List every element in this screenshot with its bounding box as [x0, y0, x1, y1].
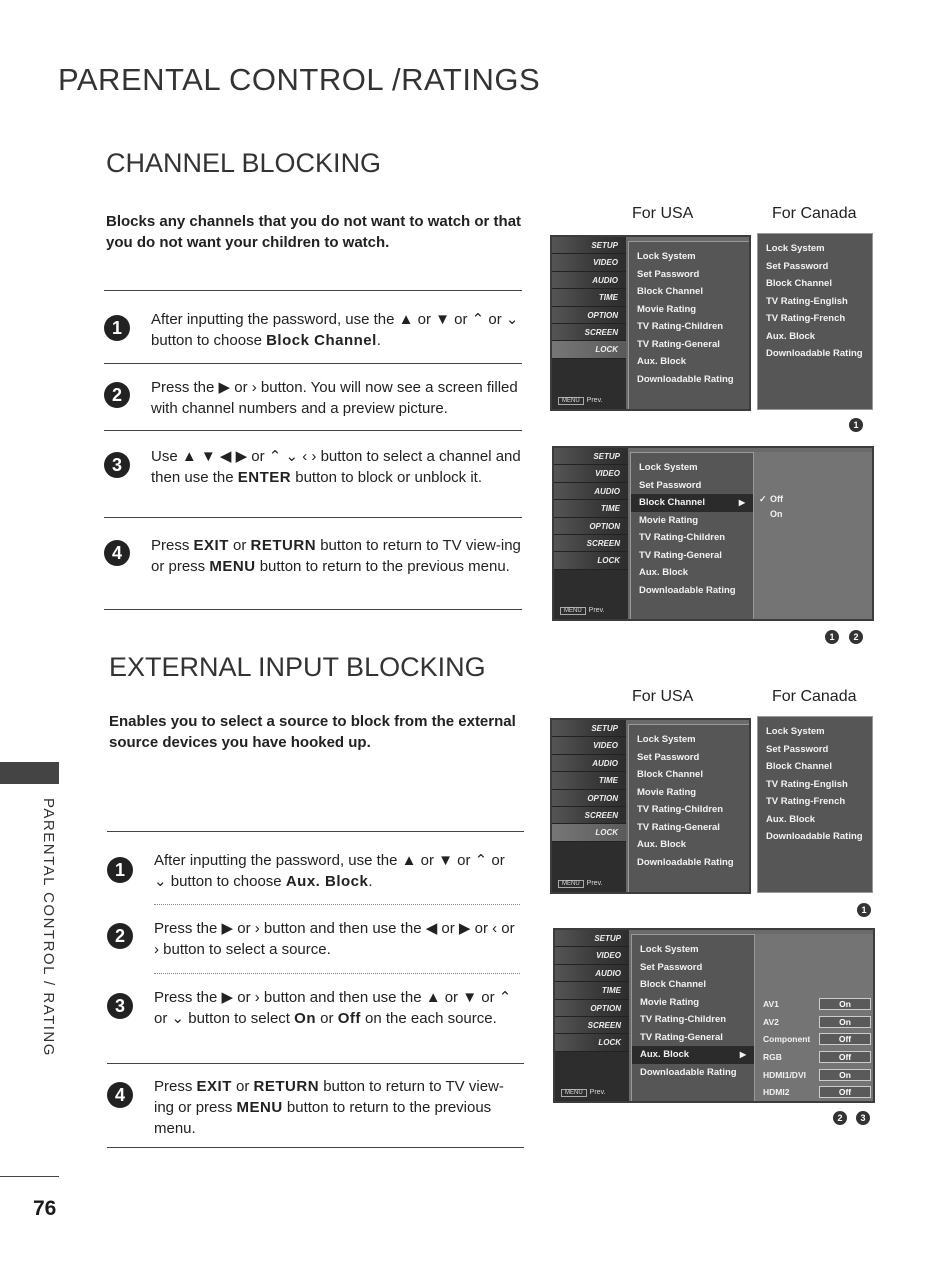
menu-item: Block Channel — [637, 769, 703, 780]
menu-item: Aux. Block — [639, 567, 689, 578]
tv-menu-canada — [757, 716, 873, 893]
source-value: Off — [819, 1086, 871, 1098]
step-keyword: On — [294, 1010, 316, 1027]
callout-1: 1 — [849, 418, 863, 432]
step-text: button to return to the previous menu. — [154, 1099, 492, 1137]
step-text: . — [368, 873, 373, 890]
menu-item-label: Aux. Block — [640, 1049, 690, 1060]
aux-step-3 — [154, 987, 520, 1029]
step-number: 1 — [107, 857, 133, 883]
source-name: AV1 — [763, 999, 779, 1009]
option-icon: OPTION — [554, 518, 628, 535]
source-value: Off — [819, 1051, 871, 1063]
callout-1: 1 — [857, 903, 871, 917]
step-number: 2 — [107, 923, 133, 949]
step-number: 4 — [107, 1082, 133, 1108]
for-canada-label: For Canada — [772, 688, 857, 705]
menu-item: Aux. Block — [766, 330, 816, 342]
menu-item: Set Password — [639, 479, 702, 491]
step-number: 3 — [107, 993, 133, 1019]
menu-item: Block Channel — [766, 761, 832, 772]
step-text: Press the ▶ or › button and then use the ▲ or ▼ or ⌃ or ⌄ button to select — [154, 989, 512, 1027]
screen-icon: SCREEN — [552, 324, 626, 341]
option-label: On — [770, 509, 783, 519]
step-keyword: Off — [337, 1010, 361, 1027]
time-icon: TIME — [554, 500, 628, 517]
step-text: button to block or unblock it. — [291, 469, 483, 486]
step-text: . — [376, 332, 381, 349]
menu-item: Set Password — [637, 268, 700, 280]
source-name: RGB — [763, 1052, 782, 1062]
menu-item-label: Block Channel — [639, 497, 705, 508]
lock-icon: LOCK — [555, 1034, 629, 1051]
setup-icon: SETUP — [554, 448, 628, 465]
source-name: HDMI2 — [763, 1087, 790, 1097]
menu-item: TV Rating-Children — [640, 1014, 727, 1025]
video-icon: VIDEO — [552, 737, 626, 754]
divider — [104, 363, 522, 364]
step-keyword: Block Channel — [266, 332, 377, 349]
menu-item: Downloadable Rating — [637, 373, 734, 385]
step-text: After inputting the password, use the ▲ or ▼ or ⌃ or ⌄ button to choose — [154, 852, 505, 890]
menu-item: Lock System — [639, 462, 698, 473]
tv-menu-screen-usa — [550, 718, 751, 894]
step-keyword: MENU — [236, 1099, 283, 1116]
divider — [104, 430, 522, 431]
menu-key-icon: MENU — [560, 607, 586, 615]
menu-item: Lock System — [637, 251, 696, 262]
lock-menu — [631, 934, 754, 1101]
setup-icon: SETUP — [552, 237, 626, 254]
callout-3: 3 — [856, 1111, 870, 1125]
audio-icon: AUDIO — [554, 483, 628, 500]
aux-sources-panel — [754, 934, 873, 1101]
menu-item: Set Password — [766, 743, 829, 755]
callout-2: 2 — [849, 630, 863, 644]
arrow-right-icon: ▶ — [738, 498, 745, 507]
option-label: Off — [770, 494, 783, 504]
source-name: HDMI1/DVI — [763, 1070, 806, 1080]
menu-item: Downloadable Rating — [766, 831, 863, 842]
menu-item: TV Rating-English — [766, 778, 848, 790]
screen-icon: SCREEN — [552, 807, 626, 824]
channel-step-3 — [151, 446, 521, 488]
source-row — [763, 996, 875, 1014]
video-icon: VIDEO — [554, 465, 628, 482]
menu-item: TV Rating-English — [766, 295, 848, 307]
source-row — [763, 1084, 875, 1102]
external-input-title: EXTERNAL INPUT BLOCKING — [109, 652, 486, 682]
menu-item: Lock System — [637, 734, 696, 745]
menu-item: Movie Rating — [637, 786, 697, 798]
source-row — [763, 1031, 875, 1049]
menu-item: Aux. Block — [766, 813, 816, 825]
lock-menu — [628, 724, 749, 892]
callout-2: 2 — [833, 1111, 847, 1125]
tv-menu-screen-aux-block — [553, 928, 875, 1103]
page-number: 76 — [33, 1197, 57, 1220]
source-value: Off — [819, 1033, 871, 1045]
source-value: On — [819, 1016, 871, 1028]
option-off — [754, 492, 872, 507]
option-icon: OPTION — [552, 307, 626, 324]
tv-icon-column — [552, 237, 626, 409]
lock-menu — [628, 241, 749, 409]
menu-item: TV Rating-General — [637, 338, 720, 350]
prev-label: Prev. — [586, 880, 603, 887]
option-icon: OPTION — [555, 1000, 629, 1017]
divider — [107, 831, 524, 832]
menu-item: Downloadable Rating — [637, 856, 734, 868]
arrow-right-icon: ▶ — [739, 1050, 746, 1059]
step-text: or — [228, 537, 251, 554]
divider — [104, 290, 522, 291]
menu-item: TV Rating-French — [766, 796, 846, 807]
menu-item: Downloadable Rating — [639, 584, 736, 596]
menu-item-selected — [631, 494, 753, 512]
dotted-divider — [154, 904, 520, 905]
audio-icon: AUDIO — [552, 755, 626, 772]
menu-item: TV Rating-General — [637, 821, 720, 833]
divider — [107, 1147, 524, 1148]
aux-step-2 — [154, 918, 520, 960]
footer-rule — [0, 1176, 59, 1177]
side-tab-marker — [0, 762, 59, 784]
time-icon: TIME — [552, 289, 626, 306]
channel-step-2 — [151, 377, 521, 419]
menu-item: Aux. Block — [637, 356, 687, 367]
step-keyword: EXIT — [196, 1078, 232, 1095]
lock-menu — [630, 452, 753, 619]
step-text: Use ▲ ▼ ◀ ▶ or ⌃ ⌄ ‹ › button to select a channel and then use the — [151, 448, 521, 486]
step-text: Press — [151, 537, 194, 554]
step-number: 1 — [104, 315, 130, 341]
menu-item: Lock System — [766, 243, 825, 254]
source-name: AV2 — [763, 1017, 779, 1027]
menu-item: Movie Rating — [637, 303, 697, 315]
lock-icon: LOCK — [552, 341, 626, 358]
step-text: After inputting the password, use the ▲ or ▼ or ⌃ or ⌄ button to choose — [151, 311, 519, 349]
aux-step-1 — [154, 850, 520, 892]
step-keyword: Aux. Block — [285, 873, 369, 890]
divider — [104, 609, 522, 610]
page-title: PARENTAL CONTROL /RATINGS — [58, 62, 541, 97]
step-keyword: ENTER — [237, 469, 292, 486]
channel-step-1 — [151, 309, 521, 351]
source-row — [763, 1014, 875, 1032]
menu-item: Movie Rating — [639, 514, 699, 526]
tv-menu-canada — [757, 233, 873, 410]
lock-icon: LOCK — [554, 552, 628, 569]
step-number: 4 — [104, 540, 130, 566]
setup-icon: SETUP — [555, 930, 629, 947]
menu-item: TV Rating-Children — [637, 804, 724, 815]
tv-icon-column — [554, 448, 628, 619]
menu-item: Set Password — [766, 260, 829, 272]
menu-item: Downloadable Rating — [640, 1066, 737, 1078]
step-number: 2 — [104, 382, 130, 408]
audio-icon: AUDIO — [555, 965, 629, 982]
divider — [107, 1063, 524, 1064]
step-keyword: MENU — [209, 558, 256, 575]
time-icon: TIME — [552, 772, 626, 789]
audio-icon: AUDIO — [552, 272, 626, 289]
menu-item: TV Rating-Children — [639, 532, 726, 543]
step-keyword: EXIT — [193, 537, 229, 554]
option-on — [754, 507, 872, 522]
tv-menu-screen-usa — [550, 235, 751, 411]
source-name: Component — [763, 1034, 811, 1044]
menu-item: Set Password — [640, 961, 703, 973]
callout-1: 1 — [825, 630, 839, 644]
screen-icon: SCREEN — [554, 535, 628, 552]
menu-item: TV Rating-General — [639, 549, 722, 561]
tv-menu-screen-block-channel — [552, 446, 874, 621]
menu-key-icon: MENU — [561, 1089, 587, 1097]
source-row — [763, 1067, 875, 1085]
menu-item-selected — [632, 1046, 754, 1064]
menu-item: Block Channel — [640, 979, 706, 990]
prev-hint — [561, 1089, 606, 1097]
tv-icon-column — [555, 930, 629, 1101]
channel-blocking-title: CHANNEL BLOCKING — [106, 148, 382, 178]
external-input-intro: Enables you to select a source to block from the external source devices you have hooked up. — [109, 713, 516, 751]
lock-icon: LOCK — [552, 824, 626, 841]
menu-item: Downloadable Rating — [766, 348, 863, 359]
screen-icon: SCREEN — [555, 1017, 629, 1034]
step-keyword: RETURN — [253, 1078, 320, 1095]
prev-label: Prev. — [589, 1089, 606, 1096]
menu-item: Movie Rating — [640, 996, 700, 1008]
step-text: or — [316, 1010, 338, 1027]
menu-item: Set Password — [637, 751, 700, 763]
time-icon: TIME — [555, 982, 629, 999]
channel-blocking-intro: Blocks any channels that you do not want to watch or that you do not want your children to watch. — [106, 213, 522, 251]
video-icon: VIDEO — [555, 947, 629, 964]
step-text: or — [231, 1078, 254, 1095]
menu-item: Lock System — [640, 944, 699, 955]
source-value: On — [819, 998, 871, 1010]
step-text: Press the ▶ or › button. You will now see a screen filled with channel numbers and a preview picture. — [151, 379, 518, 417]
dotted-divider — [154, 973, 520, 974]
video-icon: VIDEO — [552, 254, 626, 271]
step-text: on the each source. — [360, 1010, 497, 1027]
menu-item: Block Channel — [766, 278, 832, 289]
for-usa-label: For USA — [632, 688, 694, 705]
step-text: Press the ▶ or › button and then use the ◀ or ▶ or ‹ or › button to select a source. — [154, 920, 515, 958]
menu-key-icon: MENU — [558, 397, 584, 405]
prev-hint — [558, 880, 603, 888]
menu-item: Aux. Block — [637, 839, 687, 850]
step-number: 3 — [104, 452, 130, 478]
menu-item: TV Rating-French — [766, 313, 846, 324]
block-options-panel — [753, 452, 872, 619]
step-text: button to return to TV view-ing or press — [151, 537, 521, 575]
step-text: Press — [154, 1078, 197, 1095]
step-text: button to return to TV view-ing or press — [154, 1078, 504, 1116]
menu-item: Block Channel — [637, 286, 703, 297]
check-icon: ✓ — [759, 494, 767, 504]
menu-key-icon: MENU — [558, 880, 584, 888]
source-value: On — [819, 1069, 871, 1081]
prev-hint — [560, 607, 605, 615]
for-canada-label: For Canada — [772, 205, 857, 222]
divider — [104, 517, 522, 518]
prev-label: Prev. — [588, 607, 605, 614]
aux-step-4 — [154, 1076, 520, 1139]
channel-step-4 — [151, 535, 521, 577]
side-section-label: PARENTAL CONTROL / RATING — [40, 798, 57, 1057]
prev-hint — [558, 397, 603, 405]
menu-item: TV Rating-Children — [637, 321, 724, 332]
step-keyword: RETURN — [250, 537, 317, 554]
menu-item: Lock System — [766, 726, 825, 737]
for-usa-label: For USA — [632, 205, 694, 222]
option-icon: OPTION — [552, 790, 626, 807]
setup-icon: SETUP — [552, 720, 626, 737]
source-row — [763, 1049, 875, 1067]
menu-item: TV Rating-General — [640, 1031, 723, 1043]
step-text: button to return to the previous menu. — [255, 558, 510, 575]
prev-label: Prev. — [586, 397, 603, 404]
tv-icon-column — [552, 720, 626, 892]
